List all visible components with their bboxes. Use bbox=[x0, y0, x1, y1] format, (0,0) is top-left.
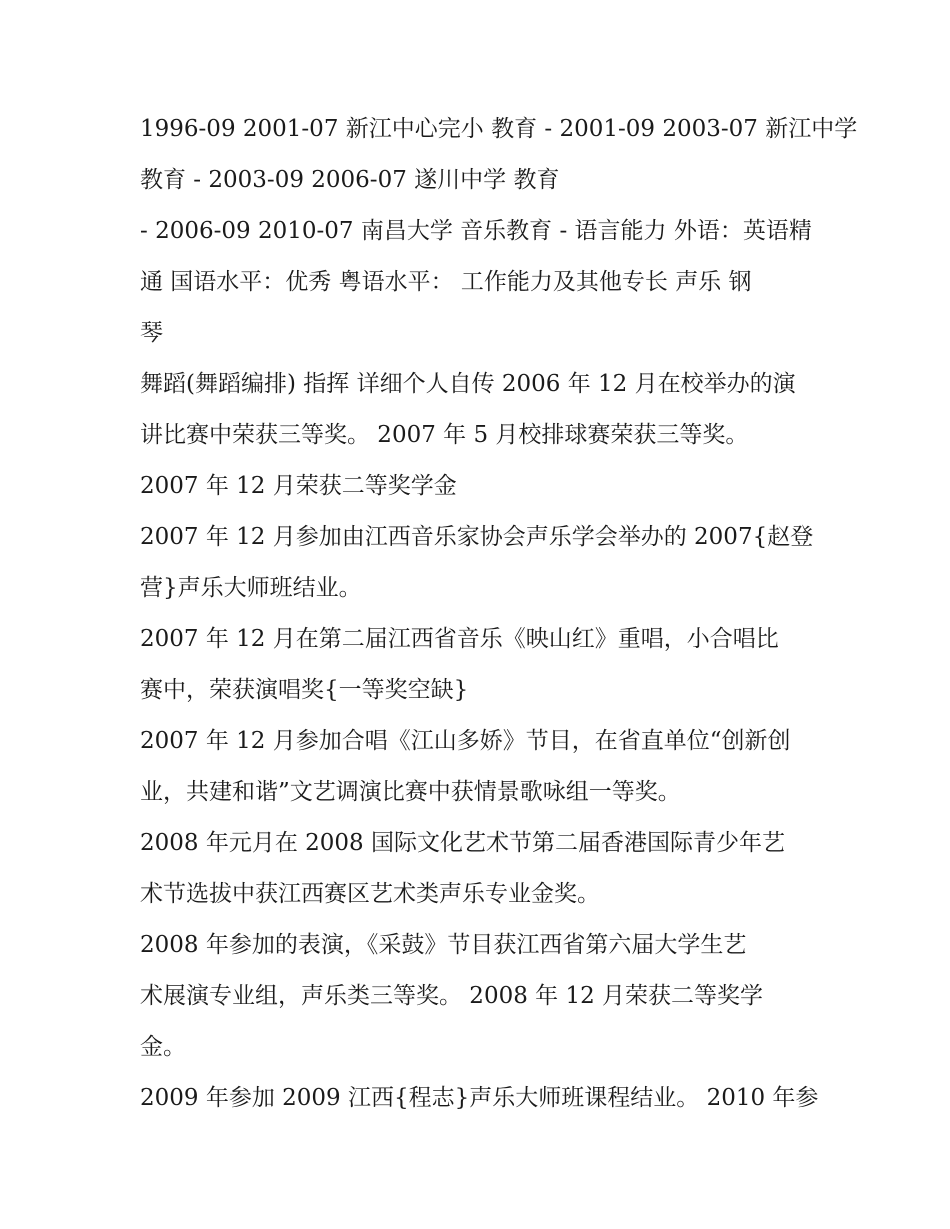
text-line: 金。 bbox=[140, 1034, 186, 1060]
text-line: 2009 年参加 2009 江西{程志}声乐大师班课程结业。 2010 年参 bbox=[140, 1085, 819, 1111]
text-line: 术节选拔中获江西赛区艺术类声乐专业金奖。 bbox=[140, 881, 600, 907]
text-line: 1996-09 2001-07 新江中心完小 教育 - 2001-09 2003-07 新江中学 bbox=[140, 116, 858, 142]
text-line: 2007 年 12 月在第二届江西省音乐《映山红》重唱，小合唱比 bbox=[140, 626, 779, 652]
text-line: 通 国语水平：优秀 粤语水平： 工作能力及其他专长 声乐 钢 bbox=[140, 269, 752, 295]
text-line: 2007 年 12 月参加由江西音乐家协会声乐学会举办的 2007{赵登 bbox=[140, 524, 814, 550]
text-line: 舞蹈(舞蹈编排) 指挥 详细个人自传 2006 年 12 月在校举办的演 bbox=[140, 371, 796, 397]
text-line: - 2006-09 2010-07 南昌大学 音乐教育 - 语言能力 外语：英语精 bbox=[140, 218, 812, 244]
text-line: 术展演专业组，声乐类三等奖。 2008 年 12 月荣获二等奖学 bbox=[140, 983, 764, 1009]
text-line: 讲比赛中荣获三等奖。 2007 年 5 月校排球赛荣获三等奖。 bbox=[140, 422, 749, 448]
text-line: 2007 年 12 月荣获二等奖学金 bbox=[140, 473, 457, 499]
text-line: 赛中，荣获演唱奖{一等奖空缺} bbox=[140, 677, 469, 703]
text-line: 2008 年参加的表演，《采鼓》节目获江西省第六届大学生艺 bbox=[140, 932, 747, 958]
text-line: 教育 - 2003-09 2006-07 遂川中学 教育 bbox=[140, 167, 560, 193]
document-page bbox=[140, 104, 858, 1124]
text-line: 2008 年元月在 2008 国际文化艺术节第二届香港国际青少年艺 bbox=[140, 830, 785, 856]
text-line: 琴 bbox=[140, 320, 163, 346]
text-line: 2007 年 12 月参加合唱《江山多娇》节目，在省直单位“创新创 bbox=[140, 728, 791, 754]
text-line: 业，共建和谐”文艺调演比赛中获情景歌咏组一等奖。 bbox=[140, 779, 681, 805]
text-line: 营}声乐大师班结业。 bbox=[140, 575, 362, 601]
